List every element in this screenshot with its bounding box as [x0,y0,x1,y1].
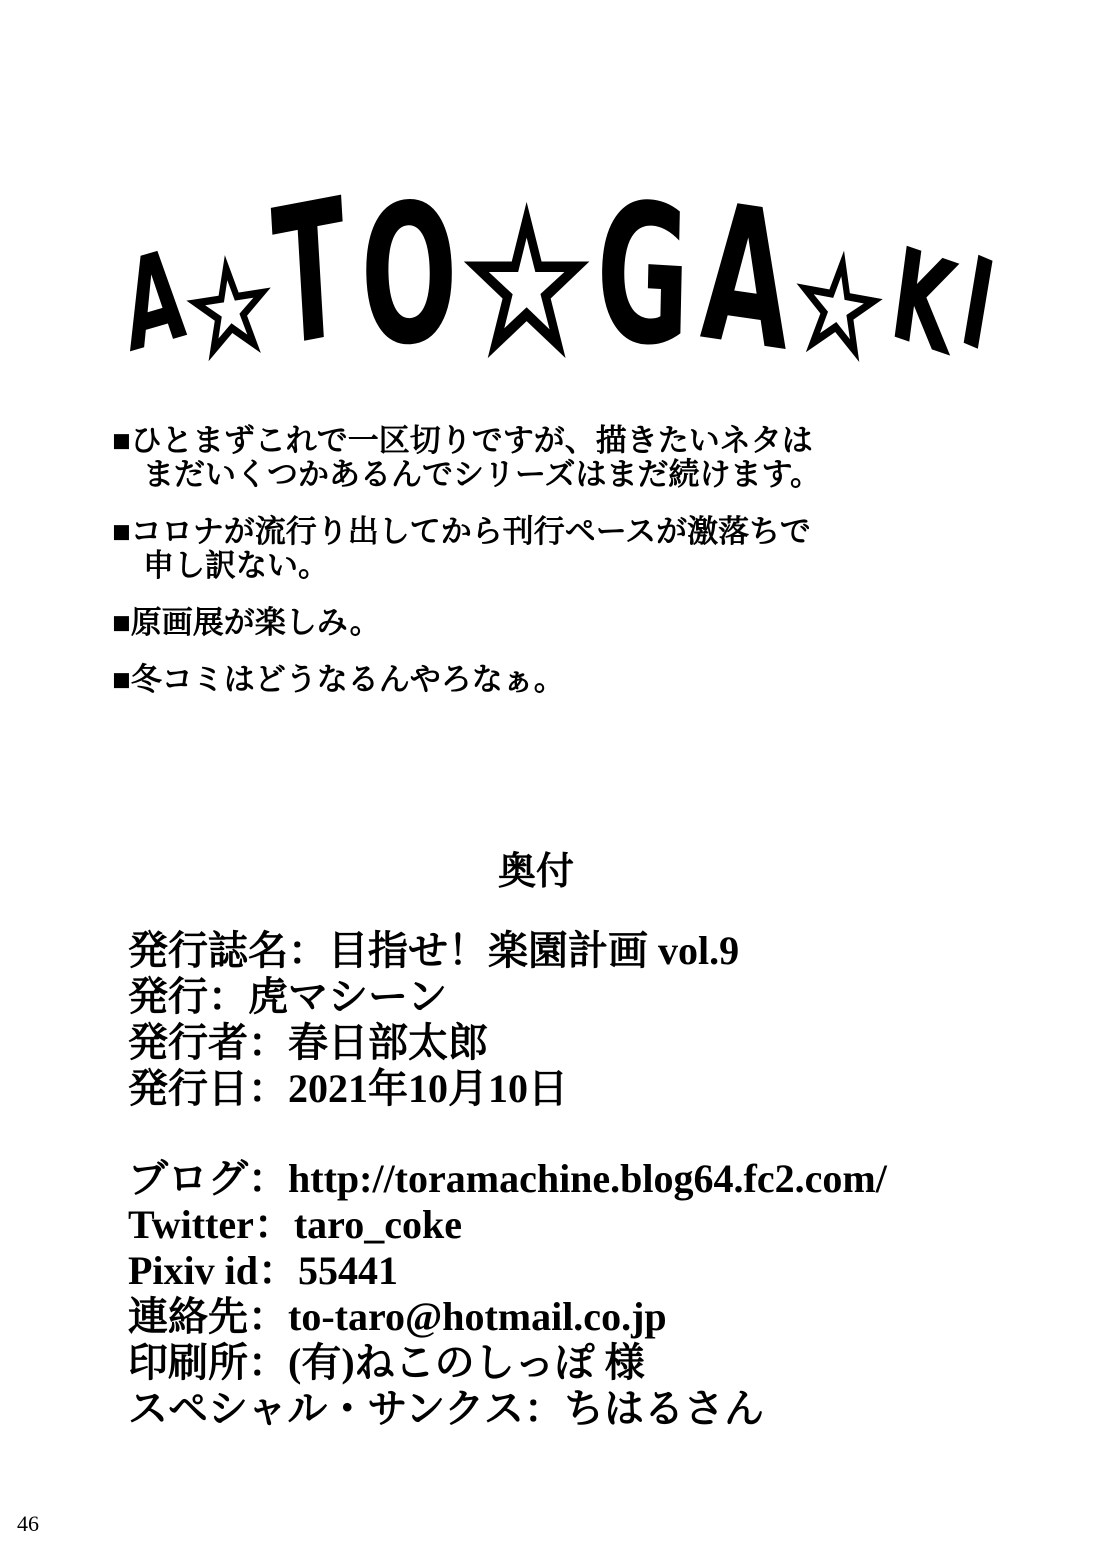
title-char: K [883,219,964,386]
note-text: 申し訳ない。 [143,548,329,583]
contact-email-line: 連絡先：to-taro@hotmail.co.jp [128,1294,667,1339]
title-char: I [952,227,1005,381]
note-text: ■原画展が楽しみ。 [112,605,381,640]
note-text: ■冬コミはどうなるんやろなぁ。 [112,662,565,697]
title-char: A [696,161,796,394]
publish-date-line: 発行日：2021年10月10日 [128,1066,568,1111]
title-char: G [593,162,692,391]
title-char: O [358,162,460,391]
note-item [112,515,892,583]
note-text: まだいくつかあるんでシリーズはまだ続けます。 [143,457,821,492]
twitter-line: Twitter：taro_coke [128,1202,462,1247]
atogaki-title [0,128,1110,396]
note-item [112,663,892,697]
page-number: 46 [17,1511,39,1536]
colophon [128,928,1068,1432]
note-text: ■コロナが流行り出してから刊行ペースが激落ちで [112,514,811,549]
pixiv-id-line: Pixiv id：55441 [128,1248,399,1293]
special-thanks-line: スペシャル・サンクス：ちはるさん [128,1386,764,1431]
printer-line: 印刷所：(有)ねこのしっぽ 様 [128,1340,645,1385]
afterword-notes [112,424,892,720]
star-icon: ☆ [179,230,280,387]
star-icon: ☆ [461,174,593,396]
publication-title-line: 発行誌名：目指せ！楽園計画 vol.9 [128,928,740,973]
title-char: A [117,220,192,382]
spacer [128,1112,1068,1156]
star-icon: ☆ [785,224,891,391]
author-line: 発行者：春日部太郎 [128,1020,488,1065]
colophon-heading: 奥付 [497,851,574,893]
title-char: T [268,157,353,392]
note-text: ■ひとまずこれで一区切りですが、描きたいネタは [112,423,813,458]
note-item [112,606,892,640]
note-item [112,424,892,492]
blog-url-line: ブログ：http://toramachine.blog64.fc2.com/ [128,1156,887,1201]
publisher-line: 発行：虎マシーン [128,974,448,1019]
